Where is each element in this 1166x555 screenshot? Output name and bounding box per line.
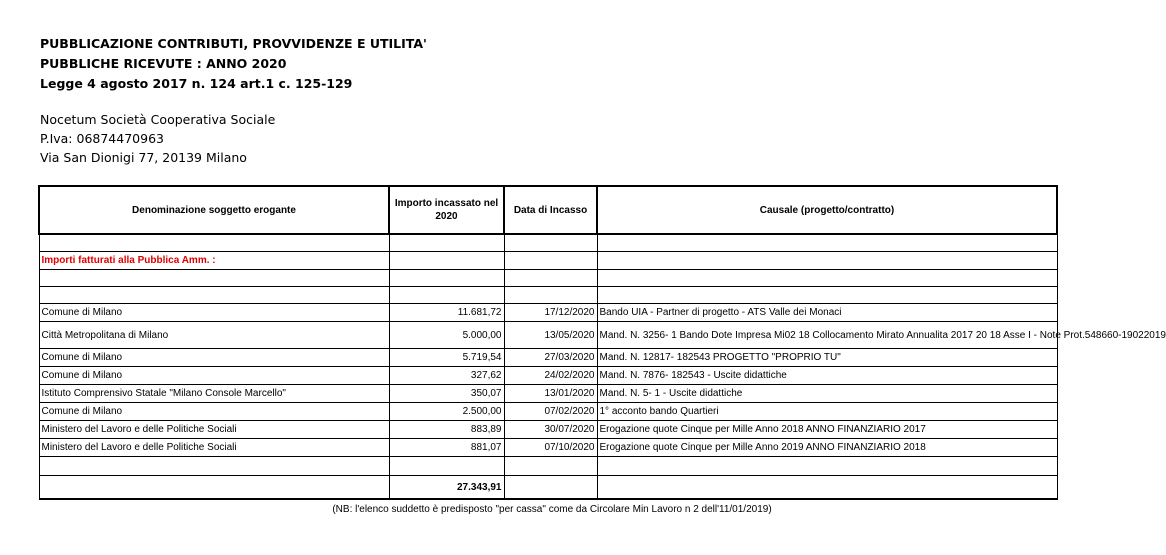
row-amount: 5.719,54	[389, 349, 504, 367]
table-row	[39, 439, 1057, 457]
footnote-text: (NB: l'elenco suddetto è predisposto "per cassa" come da Circolare Min Lavoro n 2 dell'11/01/2019)	[332, 504, 772, 515]
row-entity: Ministero del Lavoro e delle Politiche Sociali	[39, 421, 389, 439]
section-label-row	[39, 252, 1057, 270]
header-title-line1: PUBBLICAZIONE CONTRIBUTI, PROVVIDENZE E UTILITA'	[40, 36, 427, 51]
organization-name: Nocetum Società Cooperativa Sociale	[40, 112, 276, 127]
row-cause: Mand. N. 12817- 182543 PROGETTO "PROPRIO TU"	[597, 349, 1057, 367]
row-amount: 881,07	[389, 439, 504, 457]
row-date: 24/02/2020	[504, 367, 597, 385]
column-header-amount: Importo incassato nel 2020	[389, 186, 504, 234]
row-entity: Istituto Comprensivo Statale "Milano Console Marcello"	[39, 385, 389, 403]
row-date: 13/01/2020	[504, 385, 597, 403]
row-cause: Erogazione quote Cinque per Mille Anno 2019 ANNO FINANZIARIO 2018	[597, 439, 1057, 457]
table-header-row	[39, 186, 1057, 234]
row-cause: Bando UIA - Partner di progetto - ATS Valle dei Monaci	[597, 304, 1057, 322]
row-cause: 1° acconto bando Quartieri	[597, 403, 1057, 421]
row-date: 17/12/2020	[504, 304, 597, 322]
row-entity: Comune di Milano	[39, 349, 389, 367]
row-date: 30/07/2020	[504, 421, 597, 439]
row-cause: Erogazione quote Cinque per Mille Anno 2018 ANNO FINANZIARIO 2017	[597, 421, 1057, 439]
footnote	[0, 504, 1084, 515]
row-amount: 2.500,00	[389, 403, 504, 421]
row-amount: 883,89	[389, 421, 504, 439]
row-cause: Mand. N. 5- 1 - Uscite didattiche	[597, 385, 1057, 403]
row-cause: Mand. N. 7876- 182543 - Uscite didattiche	[597, 367, 1057, 385]
row-amount: 327,62	[389, 367, 504, 385]
row-entity: Comune di Milano	[39, 367, 389, 385]
section-label: Importi fatturati alla Pubblica Amm. :	[39, 252, 389, 270]
table-row	[39, 304, 1057, 322]
row-entity: Ministero del Lavoro e delle Politiche Sociali	[39, 439, 389, 457]
row-entity: Comune di Milano	[39, 403, 389, 421]
document-header	[40, 34, 427, 94]
table-blank-row	[39, 270, 1057, 287]
row-amount: 5.000,00	[389, 322, 504, 349]
row-amount: 11.681,72	[389, 304, 504, 322]
organization-info	[40, 110, 275, 167]
table-blank-row	[39, 287, 1057, 304]
row-amount: 350,07	[389, 385, 504, 403]
table-row	[39, 367, 1057, 385]
header-title-line2: PUBBLICHE RICEVUTE : ANNO 2020	[40, 56, 287, 71]
organization-vat: P.Iva: 06874470963	[40, 131, 164, 146]
table-row	[39, 349, 1057, 367]
total-amount: 27.343,91	[389, 476, 504, 500]
column-header-date: Data di Incasso	[504, 186, 597, 234]
table-row	[39, 403, 1057, 421]
contributions-table	[38, 185, 1166, 500]
row-entity: Città Metropolitana di Milano	[39, 322, 389, 349]
column-header-cause: Causale (progetto/contratto)	[597, 186, 1057, 234]
total-row	[39, 476, 1057, 500]
table-row	[39, 421, 1057, 439]
row-date: 27/03/2020	[504, 349, 597, 367]
row-date: 07/02/2020	[504, 403, 597, 421]
row-date: 13/05/2020	[504, 322, 597, 349]
row-date: 07/10/2020	[504, 439, 597, 457]
header-law-reference: Legge 4 agosto 2017 n. 124 art.1 c. 125-129	[40, 76, 353, 91]
row-entity: Comune di Milano	[39, 304, 389, 322]
table-row	[39, 385, 1057, 403]
row-cause: Mand. N. 3256- 1 Bando Dote Impresa Mi02 18 Collocamento Mirato Annualita 2017 20 18 Asse I - Note Prot.548660-19022019	[597, 322, 1057, 349]
column-header-entity: Denominazione soggetto erogante	[39, 186, 389, 234]
table-blank-row	[39, 234, 1057, 252]
organization-address: Via San Dionigi 77, 20139 Milano	[40, 150, 247, 165]
table-blank-row	[39, 457, 1057, 476]
table-row	[39, 322, 1057, 349]
